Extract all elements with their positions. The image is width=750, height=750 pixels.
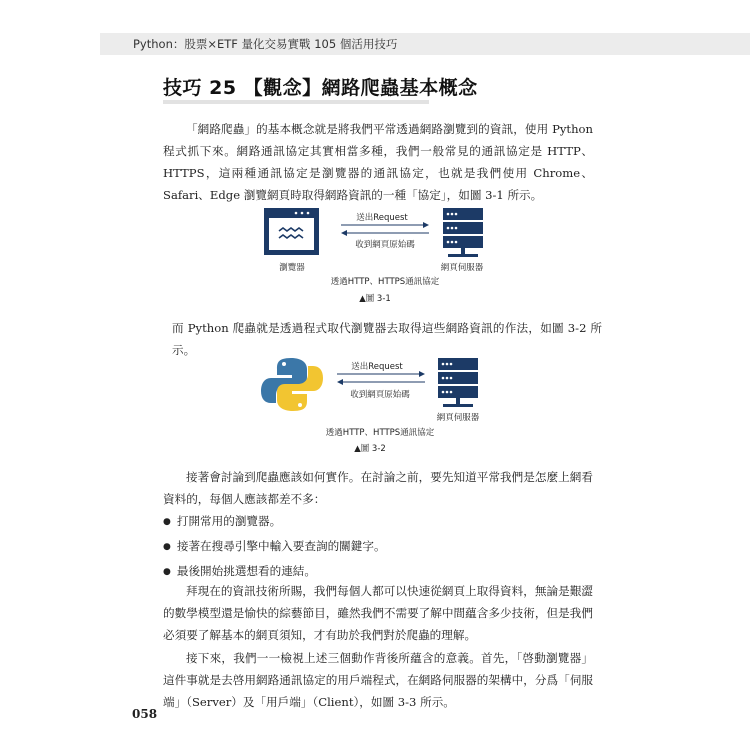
page-number: 058 [132,707,158,721]
browser-icon [264,208,319,255]
paragraph-how-to-browse: 接著會討論到爬蟲應該如何實作。在討論之前，要先知道平常我們是怎麼上網看資料的，每個人應該都差不多： [163,470,593,506]
figure-3-2 [255,352,505,458]
svg-text:送出Request: 送出Request [356,213,408,223]
svg-text:收到網頁原始碼: 收到網頁原始碼 [355,240,415,250]
svg-text:收到網頁原始碼: 收到網頁原始碼 [350,390,410,400]
figure-3-1 [255,203,505,308]
section-title: 技巧 25 【觀念】網路爬蟲基本概念 [163,77,478,99]
paragraph-next: 接下來，我們一一檢視上述三個動作背後所蘊含的意義。首先，「啓動瀏覽器」這件事就是去啓用網路通訊協定的用戶端程式，在網路伺服器的架構中，分爲「伺服端」（Server）及「用戶端」（Client），如圖 3-3 所示。 [163,651,593,709]
svg-text:瀏覽器: 瀏覽器 [279,263,305,273]
svg-text:透過HTTP、HTTPS通訊協定: 透過HTTP、HTTPS通訊協定 [330,277,440,287]
svg-text:網頁伺服器: 網頁伺服器 [436,413,480,423]
svg-text:送出Request: 送出Request [351,362,403,372]
svg-text:網頁伺服器: 網頁伺服器 [440,263,484,273]
server-icon [443,208,483,257]
bullet-item: ● 接著在搜尋引擎中輸入要查詢的關鍵字。 [163,535,386,560]
bullet-item: ● 打開常用的瀏覽器。 [163,510,386,535]
bullet-list [163,510,386,585]
running-header: Python：股票×ETF 量化交易實戰 105 個活用技巧 [133,37,398,51]
paragraph-python: 而 Python 爬蟲就是透過程式取代瀏覽器去取得這些網路資訊的作法，如圖 3-2 所示。 [172,321,602,357]
paragraph-intro: 「網路爬蟲」的基本概念就是將我們平常透過網路瀏覽到的資訊，使用 Python 程式抓下來。網路通訊協定其實相當多種，我們一般常見的通訊協定是 HTTP、HTTPS，這兩種通訊協定是瀏覽器的通訊協定，也就是我們使用 Chrome、Safari、Edge 瀏覽網頁時取得網路資訊的一種「協定」，如圖 3-1 所示。 [163,122,593,202]
server-icon [438,358,478,407]
title-underline [163,100,429,104]
python-logo-icon [261,358,323,411]
svg-text:▲圖 3-2: ▲圖 3-2 [354,444,386,454]
paragraph-technology: 拜現在的資訊技術所賜，我們每個人都可以快速從網頁上取得資料，無論是艱澀的數學模型還是愉快的綜藝節目，雖然我們不需要了解中間蘊含多少技術，但是我們必須要了解基本的網頁須知，才有助於我們對於爬蟲的理解。 [163,584,593,642]
svg-text:▲圖 3-1: ▲圖 3-1 [359,294,391,304]
svg-text:透過HTTP、HTTPS通訊協定: 透過HTTP、HTTPS通訊協定 [325,428,435,438]
bullet-item: ● 最後開始挑選想看的連結。 [163,560,386,585]
